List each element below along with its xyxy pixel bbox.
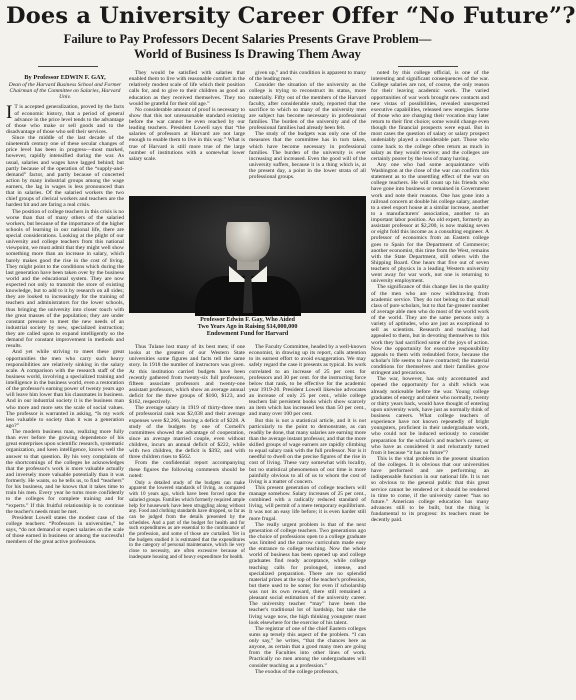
article-headline: Does a University Career Offer “No Future”? — [6, 3, 576, 29]
paragraph: This present generation of college teachers will manage somehow. Salary increases of 25 per cent., combined with a radically reduced standard of living, will permit of a mere temporary equilibrium. It was not an easy life before; it is even harder still more frugal. — [249, 484, 366, 522]
paragraph: No considerable amount of proof is necessary to show that this not unreasonable standard existing before the war cannot be even reached by our leading teachers. President Lowell says that “the salaries of professors at Harvard are not large enough to enable them to live in this way.” What is true of Harvard is still more true of the large number of institutions with a somewhat lower salary scale. — [129, 106, 245, 162]
photo-caption — [129, 316, 366, 338]
paragraph: And yet while striving to meet these great opportunities the men who carry such heavy responsibilities are relatively sinking in the salary scale. A comparison with the research staff of the business world, involving a specialized training and intelligence in the business world, even a restoration of the professor's earning power of twenty years ago will leave him lower than his classmates in business. And in our industrial society it is the business man who more and more sets the scale of social values. The professor is warranted in asking, “Is my work less valuable to society than it was a generation ago?” — [6, 349, 124, 429]
article-column-3-bottom — [249, 344, 366, 697]
paragraph: The Faculty Committee, headed by a well-known economist, in drawing up its report, calls attention to its earnest effort to avoid exaggeration. We may safely regard the case it presents as typical. Its work correlated to an increase of 25 per cent. for professors and 30 per cent. for the instructing force below that rank, to be effective for the academic year 1919-20. President Lowell likewise advocates an increase of only 25 per cent., while college teachers fair persistent books which show scarcely an item which has increased less than 50 per cent., and many over 100 per cent. — [249, 344, 366, 418]
caption-line-3: Endowment Fund for Harvard — [206, 330, 289, 338]
drop-cap: I — [6, 102, 13, 124]
paragraph: Thus Tulane lost many of its best men; if one looks at the greatest of our Western State universities some figures and facts tell the same story. In 1918 the number of instructors was given. At this institution carried budgets have been recently gathered from twenty-six full professors, fifteen associate professors and twenty-one assistant professors, which show an average annual deficit for the three groups of $160, $123, and $162, respectively. — [129, 344, 245, 406]
paragraph: From the confidential report accompanying these figures the following comments should be noted: — [129, 460, 245, 479]
paragraph: The really urgent problem is that of the next generation of college teachers. Two generations ago the choice of professions open to a college graduate was limited and the narrow curriculum made easy the entrance to college teaching. Now the whole world of business has been opened up and college graduates find ready acceptance, while college teaching calls for prolonged, intense, and specialized preparation. There are no splendid material prizes at the top of the teacher's profession, but there used to be some; for even if scholarship was not its own reward, there still remained a pleasant social estimation of the university career. The university teacher “may” have been the teacher's traditional lot of hardship, but take the living wage now, the high thinking youngster must look elsewhere for the exercise of his talent. — [249, 521, 366, 626]
paragraph: The exodus of the college professors, — [255, 668, 339, 675]
article-column-3-top — [249, 70, 366, 192]
portrait-photo — [129, 196, 366, 313]
paragraph: President Lowell states the modest case of the college teachers: “Professors in universities,” he says, “do not demand or expect salaries on the scale of those earned in business or among the successful members of the great active professions. — [6, 514, 124, 546]
paragraph: The position of college teachers in this crisis is no worse than that of many others of the salaried workers, but because of the importance of the higher schools of learning in our national life, there are special considerations. Looking at the plight of our university and college teachers from this national viewpoint, we must admit that they might well show something more than an increase in salary, which barely makes good the rise in the cost of living. They might point to the conditions which during the last generation have been taken over by the business world and the educational system. They are now expected not only to transmit the store of existing knowledge, but to add to it by research on all sides; they are looked to increasingly for the training of teachers and administrators for the lower schools, thus bringing the university into closer touch with the great masses of the population; they are under constant pressure to meet the new needs of an industrial society by new, specialized instruction; they are called upon to expand intelligently so the demand for constant improvement in methods and results. — [6, 208, 125, 350]
subhead-rule-left — [38, 66, 98, 67]
paragraph: given up,” and this condition is apparent to many of the leading men. — [249, 70, 366, 83]
lead-paragraph — [6, 104, 124, 135]
paragraph: The average salary in 1919 of thirty-three men of professorial rank was $2,038 and their average expenses were $2,266, leaving a deficit of $228. A study of the budgets by one of Cornell's committees showed the advantage of cooperation, since an average married couple, even without children, incurs an annual deficit of $222, while with two children, the deficit is $392, and with three children rises to $562. — [129, 405, 245, 461]
paragraph: noted by this college official, is one of the interesting and significant consequences of the war. College salaries are not, of course, the only reason for their leaving academic work. The varied opportunities of war work brought new contacts and new vistas of possibilities, revealed unexpected executive capabilities, released new energies. Some of those who are changing their vocation may later return to their first choice; some would change even though the financial prospects were equal. But in most cases the question of salary or salary prospect undeniably played a considerable part. Those who come back to the college often return as much in salary as they would receive; and the colleges are certainly poorer by the loss of many having. — [371, 70, 489, 162]
paragraph: The war, however, has only accentuated and opened the opportunity for a shift which was already noticeable before the war. Young college graduates of energy and talent who normally, twenty or thirty years back, would have thought of entering upon university work, have just as normally think of business careers. What college teachers of experience have not known repeatedly of bright youngsters, proficient in their undergraduate work, who could not be induced seriously to consider preparation for the scholar's and teacher's career, or who have as considered it and reluctantly turned from it because “it has no future”? — [371, 376, 489, 456]
article-byline: By Professor EDWIN F. GAY, — [24, 74, 106, 81]
article-column-4 — [371, 70, 489, 697]
caption-line-2: Two Years Ago in Raising $14,000,000 — [197, 323, 298, 331]
quoted-report: Only a detailed study of the budgets can make apparent the lowered standards of living, as compared with 10 years ago, which have been forced upon the salaried groups. Families which formerly required ample help for housework have been struggling along without any. Food and clothing standards have dropped, so far as can be judged from the details presented by the schedules. And a part of the budget for health and for such expenditures as are essential to the continuance of the profession, and some of those are curtailed. Yet in the budgets studied it is estimated that the expenditures in the category of personal maintenance, which lie very close to necessity, are often excessive because of inadequate housing and of heavy expenditure for health. — [129, 479, 245, 560]
paragraph: But this is not a statistical article, and it is not particularly to the point to demonstrate, as can readily be done, that many salaries are earning more than the average instant professor, and that the more skilled groups of wage earners are rapidly climbing to equal salary rank with the full professor. Nor is it needful to dwell on the precise figures of the rise in cost of living. These vary somewhat with locality, but no statistical phenomenon of our time is more painfully obvious to all of us to whom the cost of living is a matter of concern. — [249, 417, 366, 485]
article-subhead — [6, 32, 489, 62]
paragraph: Since the middle of the last decade of the nineteenth century one of these secular changes of price level has been in progress—most marked, however, rapidly intensified during the war. As usual, salaries and wages have lagged behind; but partly because of the operation of the “supply-and-demand” factor, and partly because of concerted action by many industrial groups among the wage earners, the lag in wages is less pronounced than that in salaries. Of the salaried workers the two chief groups of clerical workers and teachers are the hardest hit and are faring a real crisis. — [6, 135, 124, 209]
article-column-2-top — [129, 70, 245, 192]
byline-note: Dean of the Harvard Business School and Former Chairman of the Committee on Salaries, Harvard Univ. — [8, 82, 122, 101]
article-column-1 — [6, 74, 124, 697]
subhead-line-2: World of Business Is Drawing Them Away — [134, 47, 361, 61]
subhead-rule-right — [398, 66, 458, 67]
paragraph: The significance of this change lies in the quality of the men who are now withdrawing from academic service. They do not belong to that small class of pure scholars, but to that far-greater number of average able men who do most of the world work of the world. They are the same persons only a variety of aptitudes, who are just as exceptional to sell as scientists. Research and teaching had appealed to them, but in devoting themselves to this work they had sacrificed some of the joys of action. Now the opportunity for executive responsibility appeals to them with redoubled force, because the scholar's life seems to have contracted; the material conditions for themselves and their families grow stringent and precarious. — [371, 284, 489, 377]
paragraph: They would be satisfied with salaries that enabled them to live with reasonable comfort in the relatively modest scale of life which their position calls for, and to give to their children as good an education as they received themselves. They too would be grateful for their old age.” — [129, 70, 245, 107]
subhead-line-1: Failure to Pay Professors Decent Salaries Presents Grave Problem— — [63, 32, 432, 46]
paragraph: T is accepted generalization, proved by the facts of economic history, that a period of general advance in the price level tends to the advantage of those who make or sell goods and to the disadvantage of those who sell their services. — [6, 104, 124, 135]
paragraph: The study of the budgets was only one of the measures that the committee has in turn taken, which have become necessary in professional families. The burden of the university is ever increasing and increased. Even the good will of the university suffers, because it is a thing which is, at the present day, a point in the lower strata of all professional groups. — [249, 131, 366, 181]
paragraph: This is the vital problem in the present situation of the colleges. It is obvious that our universities have performed and are performing an indispensable function in our national life. It is not so obvious to the general public that this great service cannot be rendered or it should be rendered in time to come, if the university career “has no future.” American college education has many advances still to be built, but the thing is fundamental to its progress: its teachers must be decently paid. — [371, 455, 489, 524]
paragraph: The registrar of one of the chief Eastern colleges sums up tersely this aspect of the problem. “I can only say,” he writes, “that the chances here as anyone, as certain that a good many men are going from the Faculties into other lines of work. Practically no men among the undergraduates will consider teaching as a profession.” — [249, 625, 366, 669]
photo-hair — [226, 206, 270, 222]
article-column-2-bottom — [129, 344, 245, 697]
paragraph: Any one who had some acquaintance with Washington at the close of the war can confirm this statement as to the unsettling effect of the war on college teachers. He will count up his friends who have gone into business or remained in Government work and note their reasons. One has gone into a railroad concern at double his college salary, another to a steel export house at a similar increase, another to a manufacturers' association, another to an important labor position. An old expert, formerly an assistant professor at $2,200, is now making seven or eight fold this income as a consulting engineer. A professor of economics from an Eastern college goes to Spain for the Department of Commerce; another economist, this time from the West, remains with the State Department, still others with the Shipping Board. One hears that five out of seven teachers of physics in a leading Western university went away for war work, not one is returning to university employment. — [371, 161, 489, 285]
paragraph: Consider the situation of the university as the college is trying to reconstruct its status, more materially. Fifty out of the members of the Harvard faculty, after considerable study, reported that the sacrifice to which so many of the university men are subject has become necessary in professional families. The burden of the university and of the professional families had already been felt. — [249, 82, 366, 132]
paragraph: The modern business man, realizing more fully than ever before the growing dependence of his great enterprises upon scientific research, systematic organization, and keen intelligence, knows well the answer to that question. By his very complaints of the shortcomings of the colleges he acknowledges that the professor's work is more valuable actually and inversely more valuable potentially than it was formerly. He wants, so he tells us, to find “teachers” for his business, and he knows that it takes time to train his men. Every year he turns more confidently to the colleges for complete training and for “experts.” If this fruitful relationship is to continue the teacher's needs must be met. — [6, 429, 124, 515]
caption-line-1: Professor Edwin F. Gay, Who Aided — [200, 316, 295, 323]
